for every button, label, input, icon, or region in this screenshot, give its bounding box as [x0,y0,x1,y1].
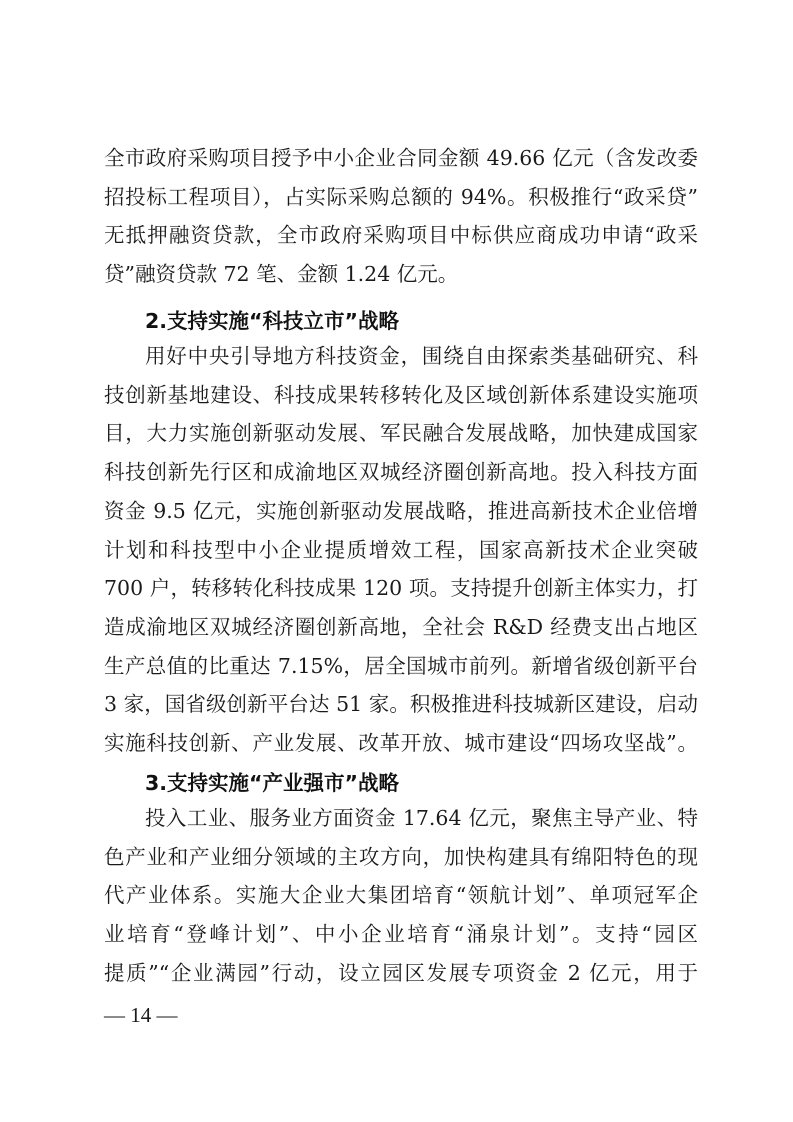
paragraph-line: 提质”“企业满园”行动，设立园区发展专项资金 2 亿元，用于 [104,961,698,985]
paragraph-line: 实施科技创新、产业发展、改革开放、城市建设“四场攻坚战”。 [104,731,698,755]
paragraph-line: 700 户，转移转化科技成果 120 项。支持提升创新主体实力，打 [104,576,698,600]
page-number: — 14 — [104,1003,178,1027]
paragraph-line: 生产总值的比重达 7.15%，居全国城市前列。新增省级创新平台 [104,654,698,678]
paragraph-line: 色产业和产业细分领域的主攻方向，加快构建具有绵阳特色的现 [104,845,698,869]
paragraph-line: 用好中央引导地方科技资金，围绕自由探索类基础研究、科 [145,344,698,368]
paragraph-line: 无抵押融资贷款，全市政府采购项目中标供应商成功申请“政采 [104,223,698,247]
paragraph-line: 贷”融资贷款 72 笔、金额 1.24 亿元。 [104,262,459,286]
paragraph-line: 技创新基地建设、科技成果转移转化及区域创新体系建设实施项 [104,383,698,407]
paragraph-line: 科技创新先行区和成渝地区双城经济圈创新高地。投入科技方面 [104,460,698,484]
section-heading: 2.支持实施“科技立市”战略 [145,309,399,333]
paragraph-line: 全市政府采购项目授予中小企业合同金额 49.66 亿元（含发改委 [104,146,698,170]
paragraph-line: 造成渝地区双城经济圈创新高地，全社会 R&D 经费支出占地区 [104,615,698,639]
paragraph-line: 3 家，国省级创新平台达 51 家。积极推进科技城新区建设，启动 [104,692,698,716]
paragraph-line: 招投标工程项目），占实际采购总额的 94%。积极推行“政采贷” [104,185,698,209]
paragraph-line: 代产业体系。实施大企业大集团培育“领航计划”、单项冠军企 [104,883,698,907]
paragraph-line: 计划和科技型中小企业提质增效工程，国家高新技术企业突破 [104,538,698,562]
paragraph-line: 目，大力实施创新驱动发展、军民融合发展战略，加快建成国家 [104,421,698,445]
paragraph-line: 资金 9.5 亿元，实施创新驱动发展战略，推进高新技术企业倍增 [104,499,698,523]
section-heading: 3.支持实施“产业强市”战略 [145,771,399,795]
paragraph-line: 投入工业、服务业方面资金 17.64 亿元，聚焦主导产业、特 [145,806,698,830]
paragraph-line: 业培育“登峰计划”、中小企业培育“涌泉计划”。支持“园区 [104,922,698,946]
